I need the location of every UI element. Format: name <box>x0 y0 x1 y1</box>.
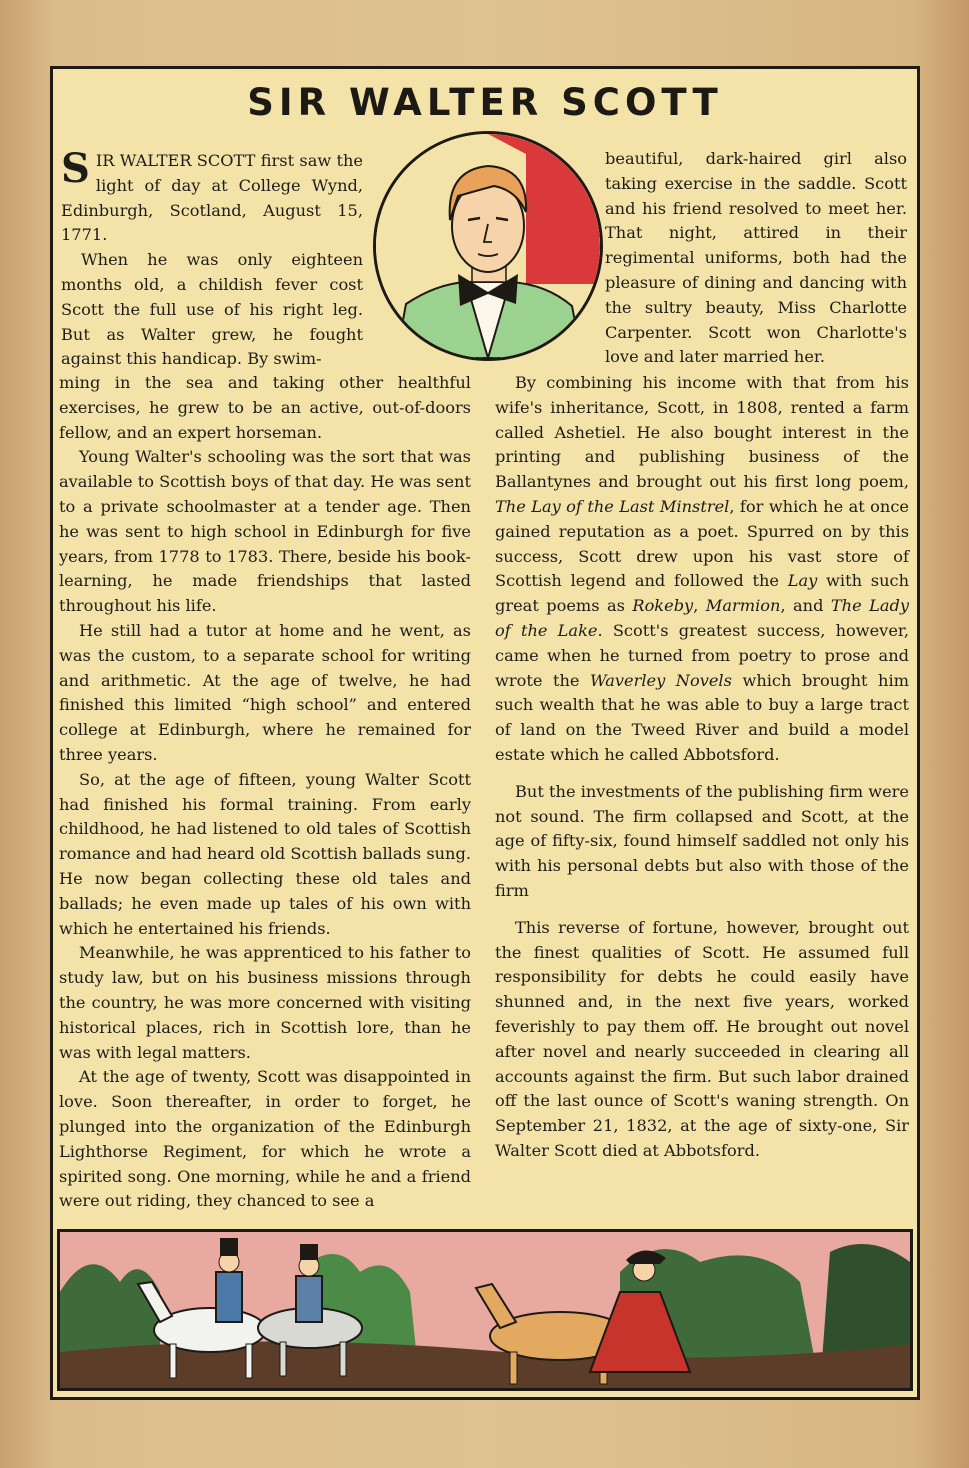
title-rokeby: Rokeby <box>632 596 694 616</box>
p8-text-b: , for which he at once gained reputation as a poet. Spurred on by this success, Scott drew upon his vast store of Scottish legend and followed the <box>495 496 909 591</box>
portrait-svg <box>376 134 600 358</box>
paragraph-8 <box>495 371 909 768</box>
p8-text-f: . Scott's greatest success, however, came when he turned from poetry to prose and wrote the <box>495 620 910 690</box>
portrait-illustration <box>373 131 603 361</box>
right-column-top <box>605 147 907 370</box>
left-column-top <box>61 145 363 372</box>
paragraph-2: When he was only eighteen months old, a childish fever cost Scott the full use of his right leg. But as Walter grew, he fought against this handicap. By swim- <box>61 250 363 369</box>
paragraph-2-continued: ming in the sea and taking other healthful exercises, he grew to be an active, out-of-doors fellow, and an expert horseman. <box>59 373 471 442</box>
paragraph-9: But the investments of the publishing firm were not sound. The firm collapsed and Scott, at the age of fifty-six, found himself saddled not only his with his personal debts but also with those of the firm <box>495 781 909 900</box>
drop-cap: S <box>61 145 90 192</box>
paragraph-5: So, at the age of fifteen, young Walter Scott had finished his formal training. From early childhood, he had listened to old tales of Scottish romance and had heard old Scottish ballads sung. He now began collecting these old tales and ballads; he even made up tales of his own with which he entertained his friends. <box>59 769 471 938</box>
paragraph-7: At the age of twenty, Scott was disappointed in love. Soon thereafter, in order to forget, he plunged into the organization of the Edinburgh Lighthorse Regiment, for which he wrote a spirited song. One morning, while he and a friend were out riding, they chanced to see a <box>59 1067 471 1211</box>
page-title: SIR WALTER SCOTT <box>247 81 723 124</box>
right-column <box>495 371 909 1164</box>
p8-text-d: , <box>693 596 706 616</box>
p8-text-g: which brought him such wealth that he was able to buy a large tract of land on the Tweed River and build a model estate which he called Abbotsford. <box>495 670 909 764</box>
p8-text-a: By combining his income with that from his wife's inheritance, Scott, in 1808, rented a farm called Ashetiel. He also bought interest in the printing and publishing business of the Ballantynes and brought out his first long poem, <box>495 373 909 492</box>
riding-scene-illustration <box>57 1229 913 1391</box>
title-waverley-novels: Waverley Novels <box>590 670 732 690</box>
paragraph-1 <box>61 145 363 248</box>
paragraph-1-text: IR WALTER SCOTT first saw the light of day at College Wynd, Edinburgh, Scotland, August 15, 1771. <box>61 151 363 245</box>
paragraph-4: He still had a tutor at home and he went, as was the custom, to a separate school for writing and arithmetic. At the age of twelve, he had finished this limited “high school” and entered college at Edinburgh, where he remained for three years. <box>59 620 471 764</box>
riding-scene-svg <box>60 1232 910 1388</box>
p8-text-e: , and <box>780 596 831 616</box>
title-lay-of-last-minstrel: The Lay of the Last Minstrel <box>495 496 730 516</box>
paragraph-6: Meanwhile, he was apprenticed to his father to study law, but on his business missions through the country, he was more concerned with visiting historical places, rich in Scottish lore, than he was with legal matters. <box>59 943 471 1062</box>
left-column <box>59 371 471 1214</box>
title-lady-of-the-lake: The Lady of the Lake <box>495 596 909 640</box>
article-frame <box>50 66 920 1400</box>
title-lay: Lay <box>787 571 818 591</box>
title-marmion: Marmion <box>705 596 781 616</box>
paragraph-3: Young Walter's schooling was the sort that was available to Scottish boys of that day. He was sent to a private schoolmaster at a tender age. Then he was sent to high school in Edinburgh for five years, from 1778 to 1783. There, beside his book-learning, he made friendships that lasted throughout his life. <box>59 447 471 616</box>
p8-text-c: with such great poems as <box>495 571 910 616</box>
paragraph-10: This reverse of fortune, however, brought out the finest qualities of Scott. He assumed full responsibility for debts he could easily have shunned and, in the next five years, worked feverishly to pay them off. He brought out novel after novel and nearly succeeded in clearing all accounts against the firm. But such labor drained off the last ounce of Scott's waning strength. On September 21, 1832, at the age of sixty-one, Sir Walter Scott died at Abbotsford. <box>495 917 909 1160</box>
paragraph-7-continued: beautiful, dark-haired girl also taking exercise in the saddle. Scott and his friend resolved to meet her. That night, attired in their regimental uniforms, both had the pleasure of dining and dancing with the sultry beauty, Miss Charlotte Carpenter. Scott won Charlotte's love and later married her. <box>605 149 907 367</box>
